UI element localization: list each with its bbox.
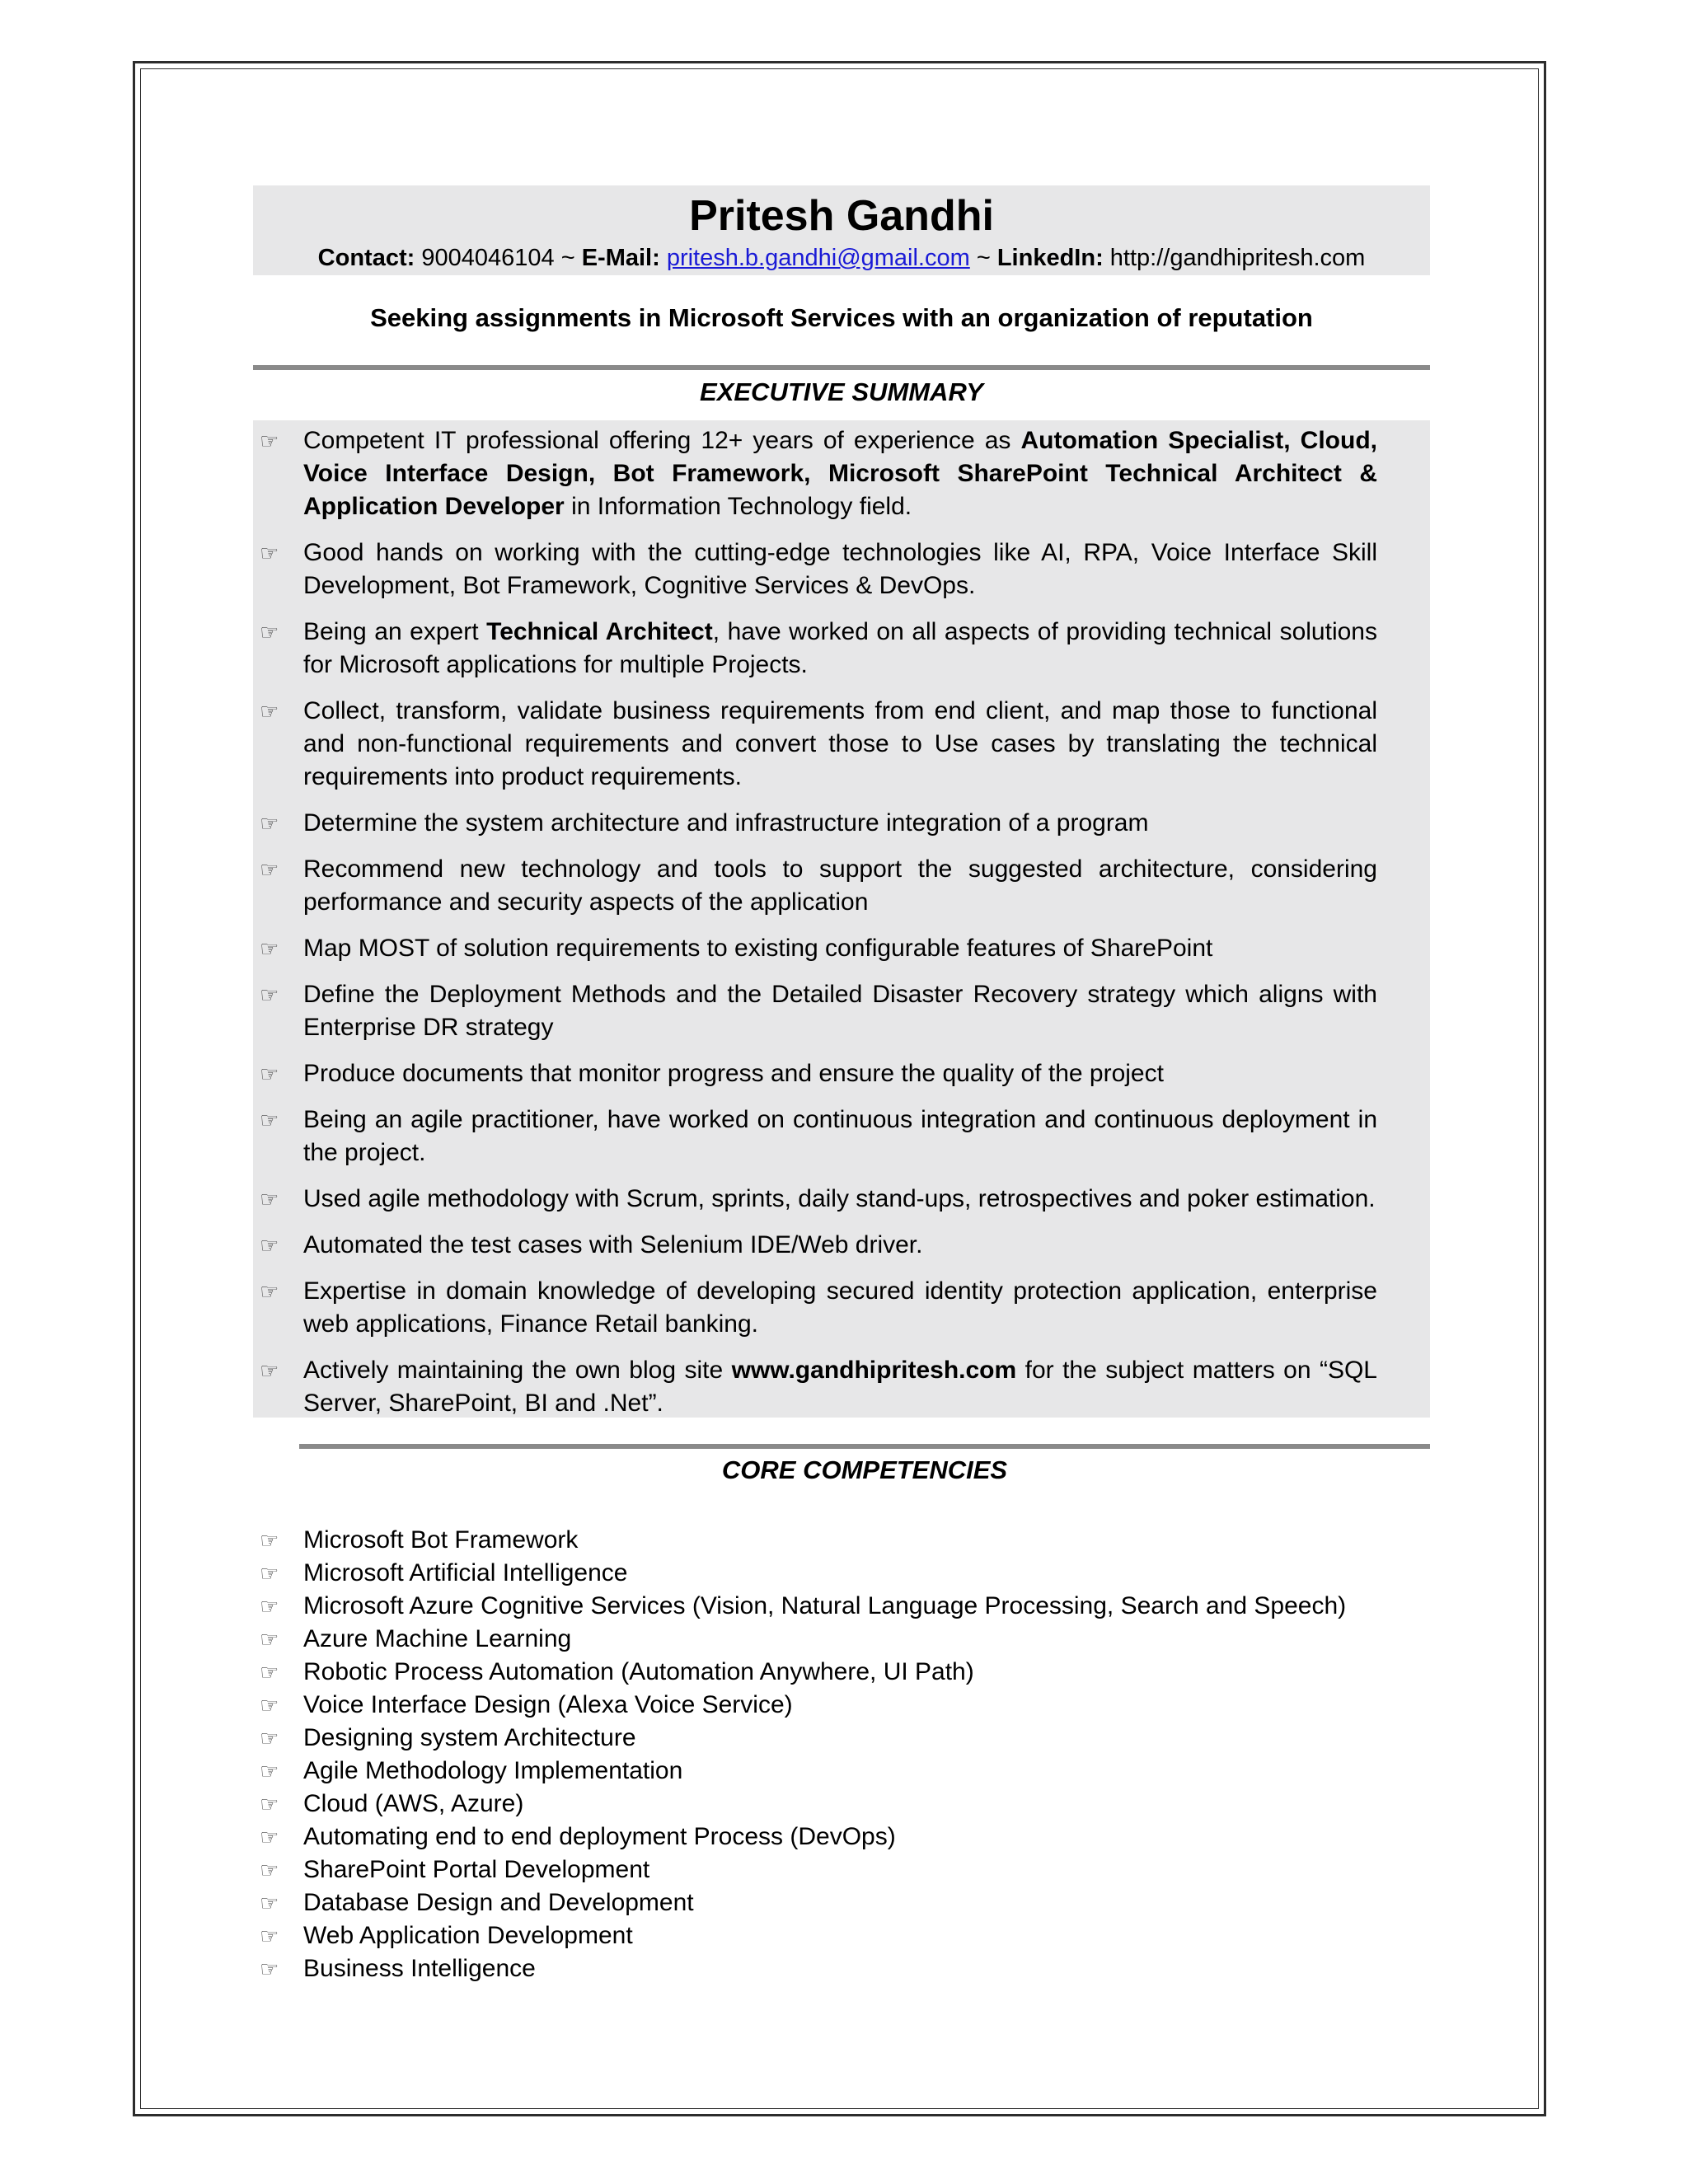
item-highlight: www.gandhipritesh.com — [731, 1357, 1017, 1384]
pointing-hand-icon: ☞ — [260, 811, 279, 836]
pointing-hand-icon: ☞ — [260, 1594, 279, 1619]
pointing-hand-icon: ☞ — [260, 1233, 279, 1258]
item-text: Define the Deployment Methods and the Detailed Disaster Recovery strategy which aligns with Enterprise DR strategy — [303, 981, 1377, 1041]
separator: ~ — [969, 245, 997, 271]
pointing-hand-icon: ☞ — [260, 982, 279, 1007]
contact-line — [253, 243, 1430, 273]
item-text: Used agile methodology with Scrum, sprints, daily stand-ups, retrospectives and poker estimation. — [303, 1185, 1376, 1212]
core-competencies-title: CORE COMPETENCIES — [721, 1455, 1008, 1484]
executive-summary-title: EXECUTIVE SUMMARY — [700, 377, 983, 406]
pointing-hand-icon: ☞ — [260, 1726, 279, 1750]
item-text: Produce documents that monitor progress and ensure the quality of the project — [303, 1060, 1164, 1087]
pointing-hand-icon: ☞ — [260, 936, 279, 961]
pointing-hand-icon: ☞ — [260, 1108, 279, 1132]
competency-text: Microsoft Bot Framework — [303, 1526, 579, 1554]
item-text: Automated the test cases with Selenium IDE/Web driver. — [303, 1231, 923, 1258]
competency-text: Agile Methodology Implementation — [303, 1757, 683, 1784]
pointing-hand-icon: ☞ — [260, 1891, 279, 1915]
item-text: , have worked on all aspects of providing technical solutions for Microsoft applications for multiple Projects. — [303, 618, 1377, 678]
competency-text: Microsoft Azure Cognitive Services (Vision, Natural Language Processing, Search and Speech) — [303, 1592, 1347, 1619]
item-highlight: Automation Specialist, Cloud, Voice Interface Design, Bot Framework, Microsoft SharePoint Technical Architect & Application Developer — [303, 427, 1377, 520]
item-text: Map MOST of solution requirements to existing configurable features of SharePoint — [303, 935, 1213, 962]
item-text: Recommend new technology and tools to support the suggested architecture, considering performance and security aspects of the application — [303, 855, 1377, 916]
item-text: Actively maintaining the own blog site — [303, 1357, 732, 1384]
section-divider — [253, 365, 1430, 370]
item-text: Competent IT professional offering 12+ years of experience as — [303, 427, 1021, 454]
pointing-hand-icon: ☞ — [260, 541, 279, 565]
email-link[interactable]: pritesh.b.gandhi@gmail.com — [666, 245, 970, 271]
candidate-name: Pritesh Gandhi — [689, 192, 994, 240]
competency-text: SharePoint Portal Development — [303, 1856, 650, 1883]
separator: ~ — [554, 245, 582, 271]
pointing-hand-icon: ☞ — [260, 1924, 279, 1948]
pointing-hand-icon: ☞ — [260, 1279, 279, 1304]
pointing-hand-icon: ☞ — [260, 620, 279, 644]
item-text: Expertise in domain knowledge of developing secured identity protection application, enterprise web applications, Finance Retail banking. — [303, 1277, 1377, 1338]
item-text: Being an agile practitioner, have worked on continuous integration and continuous deployment in the project. — [303, 1106, 1377, 1166]
competency-text: Voice Interface Design (Alexa Voice Service) — [303, 1691, 793, 1718]
pointing-hand-icon: ☞ — [260, 1358, 279, 1383]
pointing-hand-icon: ☞ — [260, 1957, 279, 1981]
pointing-hand-icon: ☞ — [260, 1627, 279, 1652]
pointing-hand-icon: ☞ — [260, 1759, 279, 1783]
pointing-hand-icon: ☞ — [260, 1693, 279, 1718]
executive-summary — [253, 420, 1430, 1418]
pointing-hand-icon: ☞ — [260, 1660, 279, 1685]
pointing-hand-icon: ☞ — [260, 1062, 279, 1086]
resume-header — [253, 185, 1430, 275]
pointing-hand-icon: ☞ — [260, 699, 279, 724]
competency-text: Automating end to end deployment Process (DevOps) — [303, 1823, 896, 1850]
pointing-hand-icon: ☞ — [260, 1858, 279, 1882]
competency-text: Microsoft Artificial Intelligence — [303, 1559, 628, 1586]
competency-text: Robotic Process Automation (Automation Anywhere, UI Path) — [303, 1658, 974, 1685]
pointing-hand-icon: ☞ — [260, 1528, 279, 1553]
item-text: in Information Technology field. — [564, 493, 912, 520]
pointing-hand-icon: ☞ — [260, 1792, 279, 1816]
item-highlight: Technical Architect — [486, 618, 713, 645]
pointing-hand-icon: ☞ — [260, 857, 279, 882]
phone-number: 9004046104 — [421, 245, 555, 271]
item-text: for the subject matters on “SQL Server, SharePoint, BI and .Net”. — [303, 1357, 1377, 1417]
objective-statement: Seeking assignments in Microsoft Services with an organization of reputation — [370, 303, 1313, 332]
pointing-hand-icon: ☞ — [260, 1825, 279, 1849]
item-text: Collect, transform, validate business requirements from end client, and map those to functional and non-functional requirements and convert those to Use cases by translating the technical requirements into product requirements. — [303, 697, 1377, 790]
pointing-hand-icon: ☞ — [260, 1187, 279, 1212]
item-text: Good hands on working with the cutting-edge technologies like AI, RPA, Voice Interface Skill Development, Bot Framework, Cognitive Services & DevOps. — [303, 539, 1377, 599]
item-text: Determine the system architecture and infrastructure integration of a program — [303, 809, 1149, 837]
linkedin-label: LinkedIn: — [996, 245, 1104, 271]
competency-text: Web Application Development — [303, 1922, 633, 1949]
pointing-hand-icon: ☞ — [260, 429, 279, 453]
item-text: Being an expert — [303, 618, 487, 645]
linkedin-url: http://gandhipritesh.com — [1109, 245, 1366, 271]
competency-text: Azure Machine Learning — [303, 1625, 572, 1652]
section-divider — [299, 1444, 1430, 1449]
competency-text: Designing system Architecture — [303, 1724, 636, 1751]
pointing-hand-icon: ☞ — [260, 1561, 279, 1586]
competency-text: Business Intelligence — [303, 1955, 536, 1982]
competency-text: Cloud (AWS, Azure) — [303, 1790, 524, 1817]
competency-text: Database Design and Development — [303, 1889, 694, 1916]
contact-label: Contact: — [317, 245, 415, 271]
email-label: E-Mail: — [581, 245, 660, 271]
